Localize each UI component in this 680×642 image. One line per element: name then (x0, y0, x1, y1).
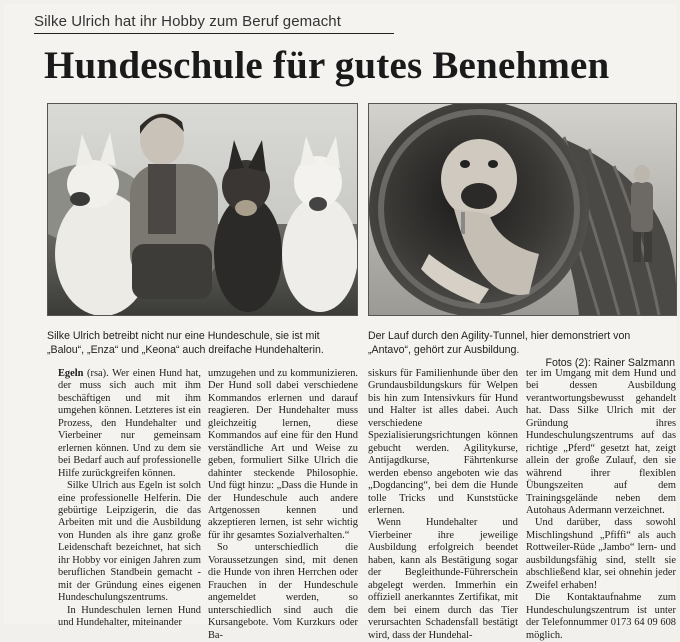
photo-credit: Fotos (2): Rainer Salzmann (545, 357, 675, 369)
caption-right-text: Der Lauf durch den Agility-Tunnel, hier demonstriert von „Antavo“, gehört zur Ausbildung. (368, 330, 631, 356)
dateline-source: (rsa). (83, 368, 113, 379)
photo-woman-with-dogs-image (48, 104, 357, 315)
photo-woman-with-dogs (47, 103, 358, 316)
paragraph (58, 368, 201, 480)
paragraph: So unterschiedlich die Voraussetzungen sind, mit denen die Hunde von ihren Herrchen oder Frauchen in der Hundeschule angemeldet werden, so unterschiedlich sind auch die Kursangebote. Vom Kurzkurs oder Ba- (208, 542, 358, 641)
paragraph-text: Wer einen Hund hat, der muss sich auch mit ihm beschäftigen und mit ihm umgehen können. Letzteres ist ein Prozess, den Hundehalter und Vierbeiner nur gemeinsam erlernen können. Und zu dem sie bei Bedarf auch auf professionelle Hilfe zurückgreifen können. (58, 368, 201, 479)
paragraph: In Hundeschulen lernen Hund und Hundehalter, miteinander (58, 604, 201, 629)
article-column-4 (526, 368, 676, 642)
paragraph: Wenn Hundehalter und Vierbeiner ihre jeweilige Ausbildung erfolgreich beendet haben, kann als Bestätigung sogar der Begleithunde-Führerschein abgelegt werden. Immerhin ein offiziell anerkanntes Zertifikat, mit dem bei einem durch das Tier verursachten Schadensfall bestätigt wird, dass der Hundehal- (368, 517, 518, 641)
headline: Hundeschule für gutes Benehmen (44, 44, 610, 87)
photo-agility-tunnel (368, 103, 677, 316)
paragraph: Und darüber, dass sowohl Mischlingshund „Pfiffi“ als auch Rottweiler-Rüde „Jambo“ lern- und ausbildungsfähig sind, stellt sie abschließend klar, sei ohnehin jeder Zweifel erhaben! (526, 517, 676, 591)
paragraph: umzugehen und zu kommunizieren. Der Hund soll dabei verschiedene Kommandos erlernen und darauf reagieren. Der Hundehalter muss gleichzeitig lernen, diese Kommandos auf eine für den Hund verständliche Art und Weise zu geben, formuliert Silke Ulrich die dahinter steckende Philosophie. Und fügt hinzu: „Dass die Hunde in der Hundeschule auch andere Artgenossen kennen und akzeptieren lernen, ist sehr wichtig für ihr gesamtes Sozialverhalten.“ (208, 368, 358, 541)
article-column-3 (368, 368, 518, 642)
article-column-1 (58, 368, 201, 630)
paragraph: Die Kontaktaufnahme zum Hundeschulungszentrum ist unter der Telefonnummer 0173 64 09 608 möglich. (526, 592, 676, 641)
photo-agility-tunnel-image (369, 104, 676, 315)
caption-left (47, 330, 359, 357)
caption-left-text: Silke Ulrich betreibt nicht nur eine Hundeschule, sie ist mit „Balou“, „Enza“ und „Keona“ auch dreifache Hundehalterin. (47, 330, 324, 356)
article-column-2 (208, 368, 358, 642)
dateline-place: Egeln (58, 368, 84, 379)
kicker-line: Silke Ulrich hat ihr Hobby zum Beruf gemacht (34, 13, 394, 34)
caption-right (368, 330, 675, 371)
paragraph: ter im Umgang mit dem Hund und bei dessen Ausbildung verantwortungsbewusst gehandelt hat. Dass Silke Ulrich mit der Gründung ihres Hundeschulungszentrums auf das richtige „Pferd“ gesetzt hat, zeigt allein der große Zulauf, den sie während ihrer flexiblen Übungszeiten auf dem Trainingsgelände neben dem Autohaus Adermann verzeichnet. (526, 368, 676, 516)
paragraph: Silke Ulrich aus Egeln ist solch eine professionelle Helferin. Die gebürtige Leipzigerin, die das Arbeiten mit und die Ausbildung von Hunden als ihre ganz große Leidenschaft bezeichnet, hat sich ihr Hobby vor einigen Jahren zum beruflichen Standbein gemacht - mit der Gründung eines eigenen Hundeschulungszentrums. (58, 480, 201, 604)
paragraph: siskurs für Familienhunde über den Grundausbildungskurs für Welpen bis hin zum Intensivkurs für Hund und Halter ist alles dabei. Auch verschiedene Spezialisierungsrichtungen können gebucht werden. Agilitykurse, Antijagdkurse, Fährtenkurse werden ebenso angeboten wie das „Dogdancing“, bei dem die Hunde tolle Tricks und Kunststücke erlernen. (368, 368, 518, 516)
